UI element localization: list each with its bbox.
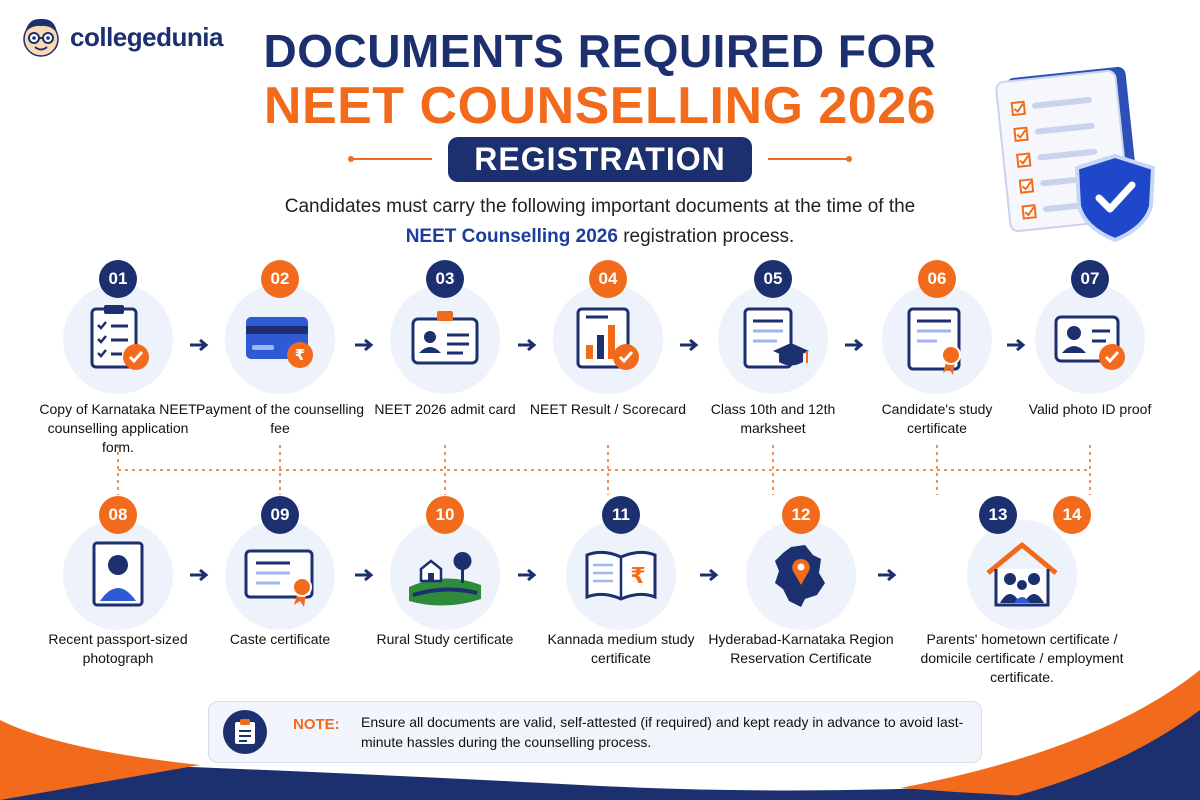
step-number: 06 — [918, 260, 956, 298]
step-label: Payment of the counselling fee — [195, 401, 365, 436]
marksheet-graduation-icon — [733, 299, 813, 379]
photo-id-icon — [1050, 299, 1130, 379]
step-label: Class 10th and 12th marksheet — [710, 401, 836, 436]
step-number: 12 — [782, 496, 820, 534]
step-number: 10 — [426, 496, 464, 534]
clipboard-note-icon — [223, 710, 267, 754]
step-label: Kannada medium study certificate — [547, 631, 695, 666]
arrow-right-icon — [518, 338, 538, 352]
arrow-right-icon — [355, 338, 375, 352]
brand-logo — [18, 14, 223, 60]
step-label: Valid photo ID proof — [1028, 401, 1152, 417]
step-icon-circle — [718, 284, 828, 394]
step-label: Copy of Karnataka NEET counselling application form. — [39, 401, 197, 455]
step-icon-circle — [1035, 284, 1145, 394]
intro-text — [200, 192, 1000, 252]
svg-text:₹: ₹ — [630, 564, 646, 589]
step-number: 05 — [754, 260, 792, 298]
svg-text:₹: ₹ — [294, 346, 306, 364]
step-label: Parents' hometown certificate / domicile certificate / employment certificate. — [920, 631, 1124, 685]
payment-card-icon — [240, 299, 320, 379]
intro-highlight: NEET Counselling 2026 — [405, 226, 618, 247]
step-number: 07 — [1071, 260, 1109, 298]
arrow-right-icon — [518, 568, 538, 582]
step-icon-circle — [882, 284, 992, 394]
registration-badge: REGISTRATION — [448, 137, 751, 182]
step-icon-circle — [63, 284, 173, 394]
step-icon-circle — [225, 284, 335, 394]
result-chart-icon — [568, 299, 648, 379]
arrow-right-icon — [1007, 338, 1027, 352]
admit-card-icon — [405, 299, 485, 379]
intro-line-1: Candidates must carry the following important documents at the time of the — [284, 196, 916, 217]
intro-line-2: registration process. — [617, 226, 795, 247]
arrow-right-icon — [845, 338, 865, 352]
arrow-right-icon — [190, 568, 210, 582]
step-label: NEET 2026 admit card — [374, 401, 516, 417]
note-label: NOTE: — [293, 715, 340, 733]
step-label: Recent passport-sized photograph — [48, 631, 188, 666]
arrow-right-icon — [878, 568, 898, 582]
step-icon-circle — [390, 284, 500, 394]
step-number: 08 — [99, 496, 137, 534]
divider-left — [352, 158, 432, 160]
arrow-right-icon — [190, 338, 210, 352]
checklist-shield-illustration-icon — [985, 58, 1185, 248]
note-text: Ensure all documents are valid, self-attested (if required) and kept ready in advance to avoid last-minute hassles during the counselling process. — [361, 714, 964, 750]
step-number: 04 — [589, 260, 627, 298]
step-label: Candidate's study certificate — [881, 401, 993, 436]
divider-right — [768, 158, 848, 160]
step-number: 03 — [426, 260, 464, 298]
arrow-right-icon — [700, 568, 720, 582]
certificate-ribbon-icon — [897, 299, 977, 379]
mascot-face-icon — [18, 14, 64, 60]
note-box — [208, 701, 982, 763]
checklist-clipboard-icon — [78, 299, 158, 379]
step-label: Caste certificate — [229, 631, 331, 647]
title-line-2: NEET COUNSELLING 2026 — [263, 77, 937, 135]
step-label: Hyderabad-Karnataka Region Reservation Certificate — [708, 631, 894, 666]
brand-name: collegedunia — [70, 21, 223, 52]
step-number: 02 — [261, 260, 299, 298]
step-number: 13 — [979, 496, 1017, 534]
arrow-right-icon — [355, 568, 375, 582]
step-number: 01 — [99, 260, 137, 298]
title-badge-row — [350, 138, 850, 180]
step-icon-circle — [553, 284, 663, 394]
step-number: 09 — [261, 496, 299, 534]
arrow-right-icon — [680, 338, 700, 352]
step-number: 11 — [602, 496, 640, 534]
bottom-wave-decoration — [0, 600, 1200, 800]
title-line-1: DOCUMENTS REQUIRED FOR — [263, 25, 937, 77]
step-label: Rural Study certificate — [376, 631, 514, 647]
step-label: NEET Result / Scorecard — [529, 401, 687, 417]
step-number: 14 — [1053, 496, 1091, 534]
